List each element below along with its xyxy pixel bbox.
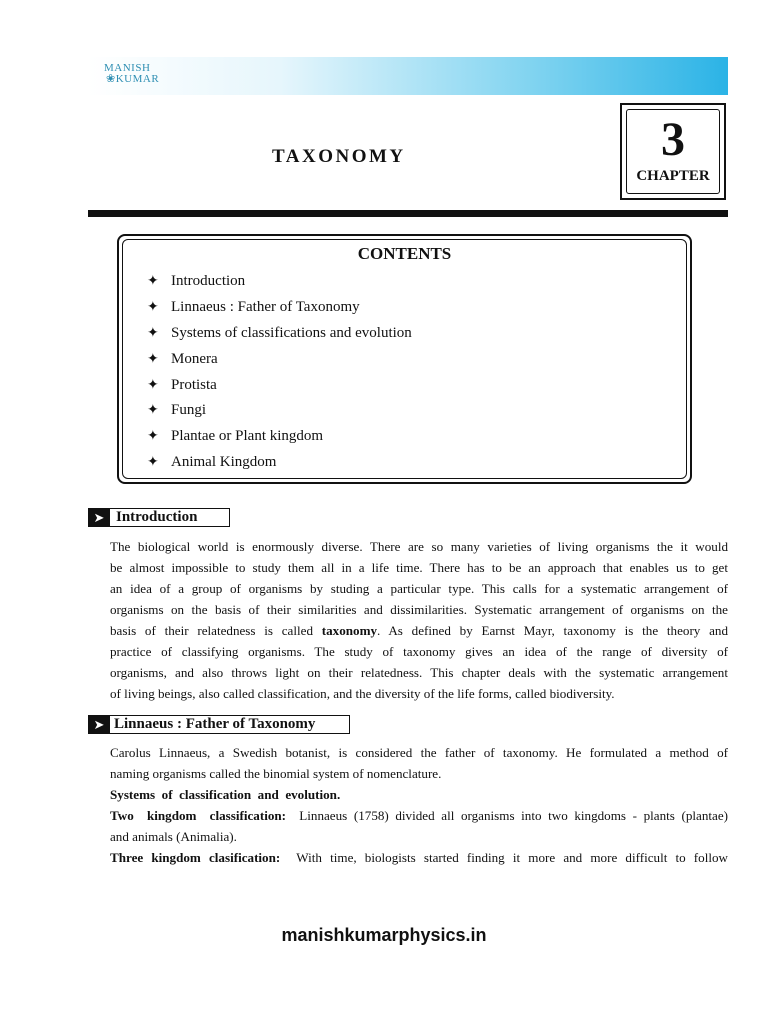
footer-url: manishkumarphysics.in [281, 925, 487, 945]
contents-item: ✦ Monera [147, 347, 412, 373]
star-bullet-icon: ✦ [147, 325, 159, 341]
header-banner [88, 57, 728, 95]
contents-item: ✦ Linnaeus : Father of Taxonomy [147, 295, 412, 321]
star-bullet-icon: ✦ [147, 351, 159, 367]
section-heading-label: Linnaeus : Father of Taxonomy [110, 715, 350, 734]
contents-item: ✦ Systems of classifications and evolution [147, 321, 412, 347]
chapter-title: TAXONOMY [272, 146, 406, 167]
logo-line-2: ❀KUMAR [106, 73, 160, 85]
chapter-label: CHAPTER [636, 168, 710, 184]
star-bullet-icon: ✦ [147, 429, 159, 445]
systems-heading: Systems of classification and evolution. [110, 787, 341, 802]
contents-title: CONTENTS [357, 244, 452, 263]
section-heading-label: Introduction [110, 508, 230, 527]
star-bullet-icon: ✦ [147, 377, 159, 393]
star-bullet-icon: ✦ [147, 274, 159, 289]
logo-line-1: MANISH [104, 62, 151, 74]
contents-item: ✦ Protista [147, 373, 412, 399]
star-bullet-icon: ✦ [147, 455, 159, 471]
star-bullet-icon: ✦ [147, 403, 159, 419]
chapter-badge [620, 103, 726, 200]
arrow-icon: ➤ [88, 715, 110, 734]
contents-list [147, 269, 412, 476]
contents-item: ✦ Introduction [147, 269, 412, 295]
logo [104, 63, 159, 85]
section-heading-linnaeus [88, 715, 350, 734]
introduction-paragraph: The biological world is enormously diverse. There are so many varieties of living organisms the it would be almost impossible to study them all in a life time. There has to be an approach that enables us to get an idea of a group of organisms by studing a particular type. This calls for a systematic arrangement of organisms on the basis of their similarities and dissimilarities. Systematic arrangement of organisms on the basis of their relatedness is called taxonomy. As defined by Earnst Mayr, taxonomy is the theory and practice of classifying organisms. The study of taxonomy gives an idea of the range of diversity of organisms, and also throws light on their relatedness. This chapter deals with the systematic arrangement of living beings, also called classification, and the diversity of the life forms, called biodiversity. [110, 539, 729, 701]
chapter-number: 3 [661, 113, 685, 166]
section-heading-introduction [88, 508, 230, 527]
linnaeus-paragraph: Carolus Linnaeus, a Swedish botanist, is considered the father of taxonomy. He formulated a method of naming organisms called the binomial system of nomenclature. Systems of classification and evolution. Two kingdom classification: Linnaeus (1758) divided all organisms into two kingdoms - plants (plantae) and animals (Animalia). Three kingdom clasification: With time, biologists started finding it more and more difficult to follow [110, 745, 728, 865]
contents-box [117, 234, 692, 484]
contents-item: ✦ Plantae or Plant kingdom [147, 424, 412, 450]
contents-item: ✦ Animal Kingdom [147, 450, 412, 476]
contents-item: ✦ Fungi [147, 398, 412, 424]
arrow-icon: ➤ [88, 508, 110, 527]
star-bullet-icon: ✦ [147, 299, 159, 315]
title-rule [88, 210, 728, 217]
